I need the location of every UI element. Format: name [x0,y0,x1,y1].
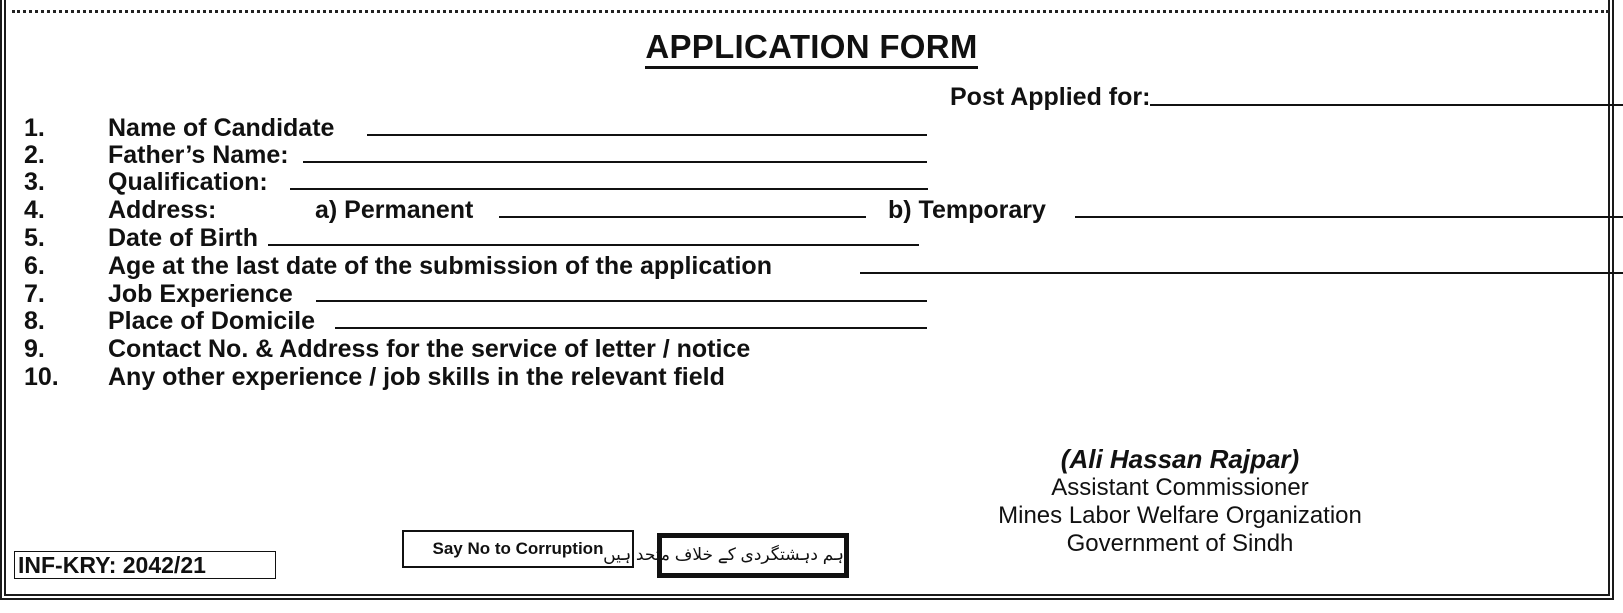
temporary-address-line[interactable] [1075,216,1623,218]
field-label-father-name: Father’s Name: [108,141,289,169]
address-permanent-label: a) Permanent [315,196,474,224]
permanent-address-line[interactable] [499,216,866,218]
field-number: 8. [24,307,45,335]
field-number: 5. [24,224,45,252]
experience-line[interactable] [316,300,927,302]
age-line[interactable] [860,272,1623,274]
father-name-line[interactable] [303,161,927,163]
form-title-text: APPLICATION FORM [645,28,977,69]
field-label-address: Address: [108,196,217,224]
field-label-experience: Job Experience [108,280,293,308]
field-number: 4. [24,196,45,224]
post-applied-label: Post Applied for: [950,83,1151,111]
field-label-qualification: Qualification: [108,168,268,196]
field-number: 10. [24,363,59,391]
field-number: 1. [24,114,45,142]
field-label-age: Age at the last date of the submission of the application [108,252,772,280]
domicile-line[interactable] [335,327,927,329]
field-label-domicile: Place of Domicile [108,307,316,335]
reference-number: INF-KRY: 2042/21 [14,551,276,579]
signatory-government: Government of Sindh [1066,530,1294,557]
signatory-organization: Mines Labor Welfare Organization [998,502,1362,529]
field-label-dob: Date of Birth [108,224,258,252]
field-label-other-experience: Any other experience / job skills in the relevant field [108,363,725,391]
field-label-name: Name of Candidate [108,114,335,142]
field-number: 2. [24,141,45,169]
name-line[interactable] [367,134,927,136]
dob-line[interactable] [268,244,919,246]
field-number: 3. [24,168,45,196]
field-number: 7. [24,280,45,308]
form-title [0,28,1623,66]
field-number: 9. [24,335,45,363]
signatory-designation: Assistant Commissioner [1051,474,1309,501]
field-label-contact: Contact No. & Address for the service of letter / notice [108,335,751,363]
slogan-urdu-box: ہم دہشتگردی کے خلاف متحد ہیں [657,533,849,578]
field-number: 6. [24,252,45,280]
signatory-name: (Ali Hassan Rajpar) [1060,444,1300,474]
post-applied-line[interactable] [1150,104,1623,106]
dotted-separator [12,10,1609,13]
address-temporary-label: b) Temporary [888,196,1046,224]
slogan-english-box: Say No to Corruption [402,530,634,568]
qualification-line[interactable] [290,188,928,190]
